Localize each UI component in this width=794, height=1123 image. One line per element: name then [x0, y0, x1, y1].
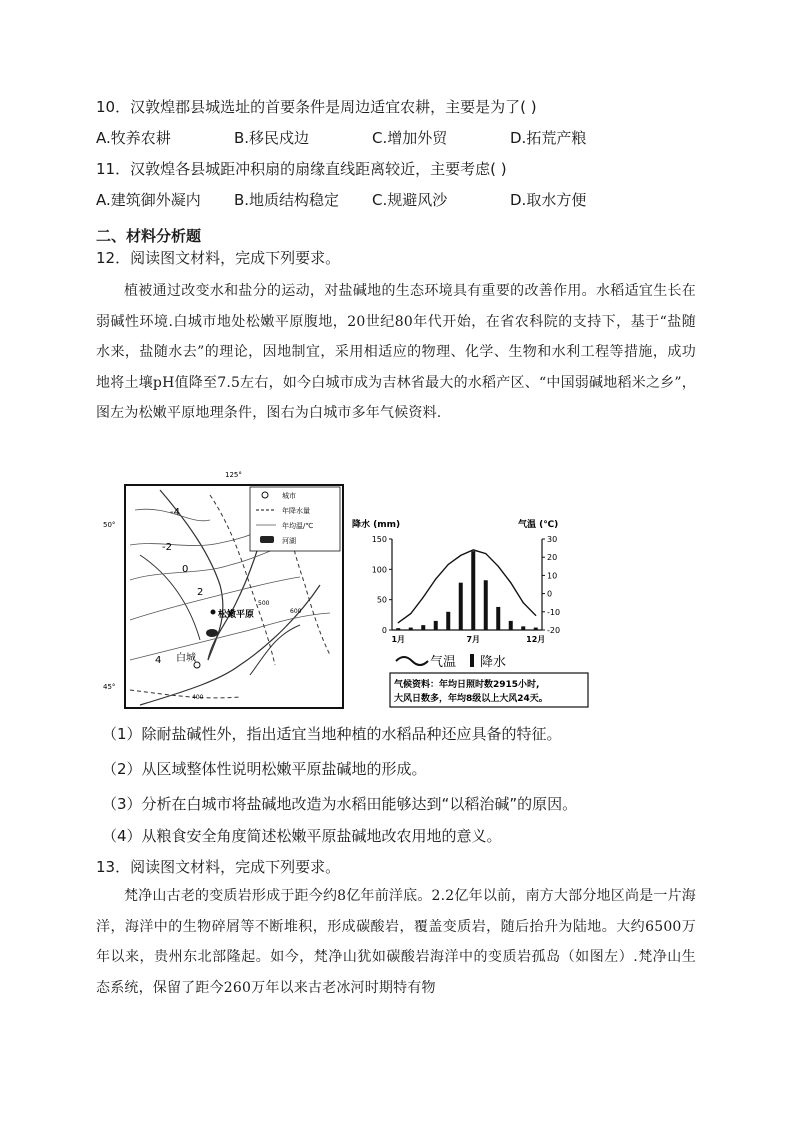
contour-label: 2 [197, 587, 204, 598]
q11-stem: 11．汉敦煌各县城距冲积扇的扇缘直线距离较近，主要考虑( ) [96, 160, 507, 178]
precip-label: 600 [290, 608, 302, 615]
legend-precip-symbol [470, 654, 474, 667]
q11-option-c[interactable]: C.规避风沙 [372, 191, 448, 209]
temperature-point [473, 549, 474, 550]
climate-chart [350, 515, 590, 715]
precip-tick-label: 50 [376, 595, 387, 605]
map-city-label: 白城 [176, 653, 196, 664]
q10-option-d[interactable]: D.拓荒产粮 [510, 129, 587, 147]
month-label: 1月 [391, 635, 406, 644]
contour-label: 0 [182, 564, 189, 575]
contour-label: -2 [162, 542, 172, 553]
temperature-point [510, 582, 511, 583]
precip-tick-label: 0 [381, 626, 387, 635]
legend-temp-symbol [396, 657, 428, 665]
precip-bar [509, 621, 513, 630]
temperature-point [410, 613, 411, 614]
legend-precip: 年降水量 [282, 507, 310, 515]
legend-temp-label: 气温 [430, 655, 457, 670]
lake-marker [206, 629, 218, 637]
section-heading: 二、材料分析题 [96, 227, 202, 245]
precip-bar [534, 628, 538, 630]
q10-option-a[interactable]: A.牧养农耕 [96, 129, 171, 147]
songnen-plain-map [100, 465, 345, 720]
legend-precip-label: 降水 [480, 655, 507, 670]
climate-note-line2: 大风日数多，年均8级以上大风24天。 [394, 694, 548, 704]
q10-option-b[interactable]: B.移民戍边 [234, 129, 310, 147]
temperature-point [448, 564, 449, 565]
precip-bar [521, 626, 525, 630]
q10-option-c[interactable]: C.增加外贸 [372, 129, 448, 147]
contour-label: -4 [170, 507, 180, 518]
precip-bar [421, 625, 425, 630]
temp-tick-label: 0 [547, 589, 553, 599]
map-plain-label: 松嫩平原 [218, 610, 255, 620]
legend-temp: 年均温/℃ [282, 522, 314, 530]
temp-tick-label: 10 [547, 571, 558, 581]
precip-bar [446, 612, 450, 630]
q12-stem: 12．阅读图文材料，完成下列要求。 [96, 249, 341, 267]
precip-bar [496, 607, 500, 630]
q10-stem: 10．汉敦煌郡县城选址的首要条件是周边适宜农耕，主要是为了( ) [96, 98, 537, 116]
q11-option-b[interactable]: B.地质结构稳定 [234, 191, 340, 209]
month-label: 7月 [466, 635, 481, 644]
precip-tick-label: 100 [371, 565, 387, 575]
precip-axis-title: 降水 (mm) [352, 520, 401, 530]
precip-bar [409, 628, 413, 630]
map-lon-label: 125° [225, 471, 242, 479]
precip-bar [396, 628, 400, 630]
temperature-point [498, 566, 499, 567]
q13-material: 梵净山古老的变质岩形成于距今约8亿年前洋底。2.2亿年以前，南方大部分地区尚是一片海洋，海洋中的生物碎屑等不断堆积，形成碳酸岩，覆盖变质岩，随后抬升为陆地。大约6500万年以来，贵州东北部隆起。如今，梵净山犹如碳酸岩海洋中的变质岩孤岛（如图左）.梵净山生态系统，保留了距今260万年以来古老冰河时期特有物 [96, 888, 696, 996]
precip-bar [484, 580, 488, 630]
city-marker [211, 610, 216, 615]
legend-city: 城市 [282, 492, 296, 500]
temp-tick-label: -20 [547, 626, 561, 635]
precip-bar [471, 551, 475, 630]
q12-material: 植被通过改变水和盐分的运动，对盐碱地的生态环境具有重要的改善作用。水稻适宜生长在弱碱性环境.白城市地处松嫩平原腹地，20世纪80年代开始，在省农科院的支持下，基于“盐随水来，盐随水去”的理论，因地制宜，采用相适应的物理、化学、生物和水利工程等措施，成功地将土壤pH值降至7.5左右，如今白城市成为吉林省最大的水稻产区、“中国弱碱地稻米之乡”，图左为松嫩平原地理条件，图右为白城市多年气候资料. [96, 283, 696, 421]
precip-label: 500 [258, 600, 270, 607]
temperature-point [435, 578, 436, 579]
map-lat-bottom: 45° [103, 683, 116, 691]
temperature-point [460, 555, 461, 556]
q13-stem: 13．阅读图文材料，完成下列要求。 [96, 858, 341, 876]
temperature-point [398, 622, 399, 623]
q12-subquestion: （4）从粮食安全角度简述松嫩平原盐碱地改农用地的意义。 [102, 827, 502, 845]
temp-tick-label: 20 [547, 553, 558, 563]
temperature-point [485, 553, 486, 554]
map-lat-top: 50° [103, 521, 116, 529]
temperature-point [423, 597, 424, 598]
legend-lake: 河湖 [282, 537, 296, 545]
month-label: 12月 [526, 635, 546, 644]
temperature-line [398, 550, 536, 623]
temp-tick-label: 30 [547, 535, 558, 544]
precip-tick-label: 150 [371, 535, 387, 544]
legend-lake-icon [260, 536, 274, 543]
temp-axis-title: 气温 (℃) [518, 520, 559, 530]
q11-option-a[interactable]: A.建筑御外凝内 [96, 191, 201, 209]
q11-option-d[interactable]: D.取水方便 [510, 191, 587, 209]
temperature-point [523, 602, 524, 603]
q12-subquestion: （1）除耐盐碱性外，指出适宜当地种植的水稻品种还应具备的特征。 [102, 725, 562, 743]
q12-subquestion: （3）分析在白城市将盐碱地改造为水稻田能够达到“以稻治碱”的原因。 [102, 795, 578, 813]
temp-tick-label: -10 [547, 607, 561, 617]
precip-bar [459, 583, 463, 630]
precip-label: 400 [192, 694, 204, 701]
precip-bar [434, 621, 438, 630]
climate-note-line1: 气候资料：年均日照时数2915小时, [394, 680, 540, 690]
contour-label: 4 [155, 655, 162, 666]
q12-subquestion: （2）从区域整体性说明松嫩平原盐碱地的形成。 [102, 760, 427, 778]
temperature-point [535, 615, 536, 616]
